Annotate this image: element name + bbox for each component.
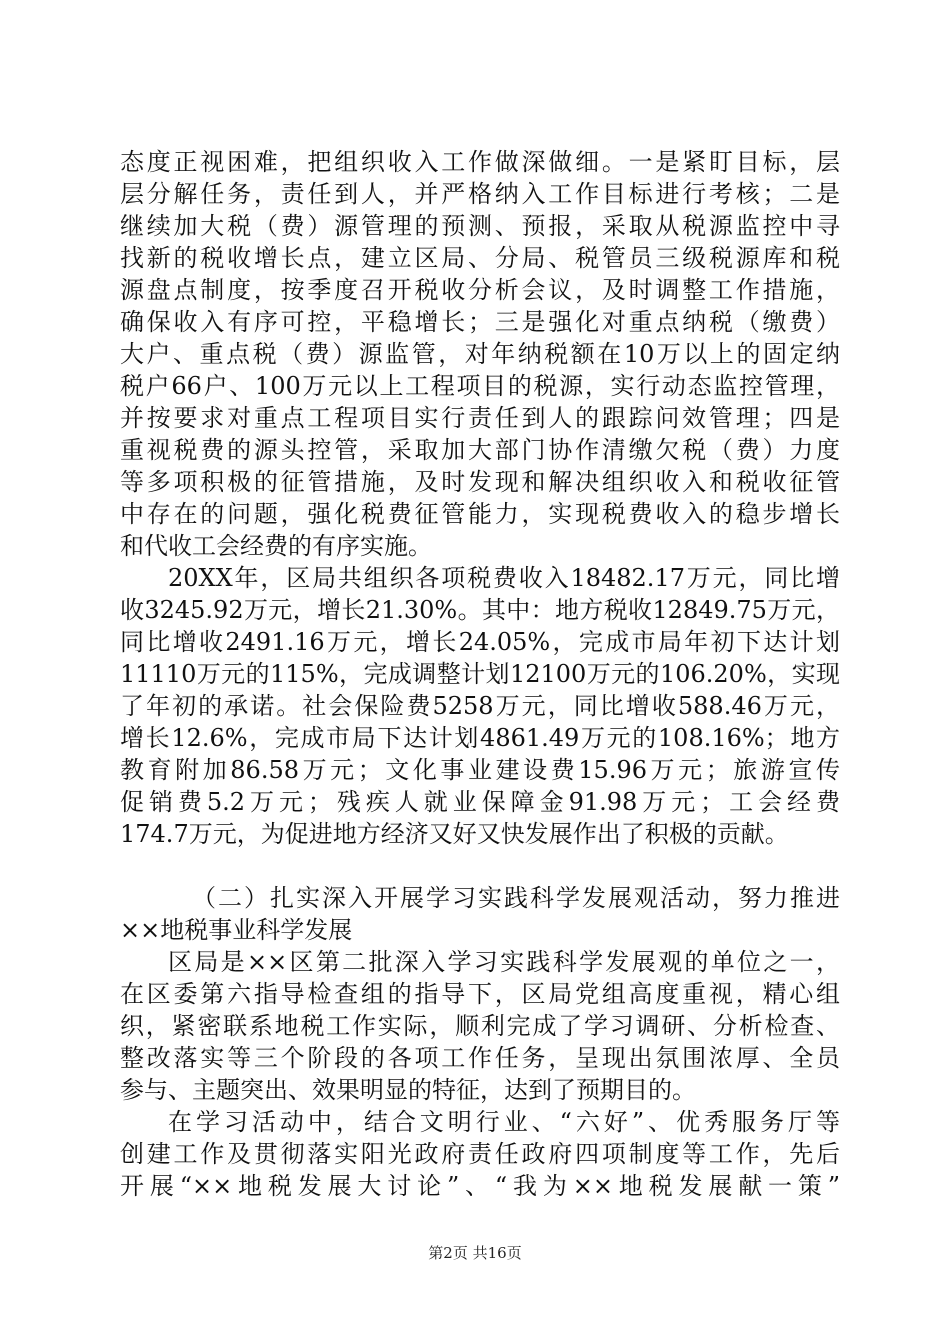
text-line: 增长12.6%，完成市局下达计划4861.49万元的108.16%；地方 <box>120 724 840 752</box>
text-line: 创建工作及贯彻落实阳光政府责任政府四项制度等工作，先后 <box>120 1140 840 1168</box>
text-line: 教育附加86.58万元；文化事业建设费15.96万元；旅游宣传 <box>120 756 840 784</box>
text-line: 整改落实等三个阶段的各项工作任务，呈现出氛围浓厚、全员 <box>120 1044 840 1072</box>
text-line: 参与、主题突出、效果明显的特征，达到了预期目的。 <box>120 1076 696 1104</box>
text-line: 继续加大税（费）源管理的预测、预报，采取从税源监控中寻 <box>120 212 840 240</box>
text-line: 和代收工会经费的有序实施。 <box>120 532 432 560</box>
text-line: 收3245.92万元，增长21.30%。其中：地方税收12849.75万元， <box>120 596 840 624</box>
text-line: 在学习活动中，结合文明行业、“六好”、优秀服务厅等 <box>168 1108 840 1136</box>
text-line: 11110万元的115%，完成调整计划12100万元的106.20%，实现 <box>120 660 840 688</box>
paragraph-gap <box>120 850 840 882</box>
text-line: 区局是××区第二批深入学习实践科学发展观的单位之一， <box>168 948 840 976</box>
page-number: 第2页 共16页 <box>428 1244 522 1262</box>
text-line: 等多项积极的征管措施，及时发现和解决组织收入和税收征管 <box>120 468 840 496</box>
section-heading: （二）扎实深入开展学习实践科学发展观活动，努力推进 <box>192 884 840 912</box>
text-line: 并按要求对重点工程项目实行责任到人的跟踪问效管理；四是 <box>120 404 840 432</box>
text-line: 找新的税收增长点，建立区局、分局、税管员三级税源库和税 <box>120 244 840 272</box>
text-line: 中存在的问题，强化税费征管能力，实现税费收入的稳步增长 <box>120 500 840 528</box>
document-body <box>120 146 840 1202</box>
text-line: 同比增收2491.16万元，增长24.05%，完成市局年初下达计划 <box>120 628 840 656</box>
text-line: 源盘点制度，按季度召开税收分析会议，及时调整工作措施， <box>120 276 840 304</box>
text-line: 20XX年，区局共组织各项税费收入18482.17万元，同比增 <box>168 564 840 592</box>
text-line: 开展“××地税发展大讨论”、“我为××地税发展献一策” <box>120 1172 840 1200</box>
text-line: 促销费5.2万元；残疾人就业保障金91.98万元；工会经费 <box>120 788 840 816</box>
text-line: 在区委第六指导检查组的指导下，区局党组高度重视，精心组 <box>120 980 840 1008</box>
text-line: 税户66户、100万元以上工程项目的税源，实行动态监控管理， <box>120 372 840 400</box>
text-line: 确保收入有序可控，平稳增长；三是强化对重点纳税（缴费） <box>120 308 840 336</box>
text-line: 174.7万元，为促进地方经济又好又快发展作出了积极的贡献。 <box>120 820 789 848</box>
text-line: 织，紧密联系地税工作实际，顺利完成了学习调研、分析检查、 <box>120 1012 840 1040</box>
section-heading: ××地税事业科学发展 <box>120 916 353 944</box>
text-line: 层分解任务，责任到人，并严格纳入工作目标进行考核；二是 <box>120 180 840 208</box>
text-line: 重视税费的源头控管，采取加大部门协作清缴欠税（费）力度 <box>120 436 840 464</box>
text-line: 态度正视困难，把组织收入工作做深做细。一是紧盯目标，层 <box>120 148 840 176</box>
text-line: 了年初的承诺。社会保险费5258万元，同比增收588.46万元， <box>120 692 840 720</box>
text-line: 大户、重点税（费）源监管，对年纳税额在10万以上的固定纳 <box>120 340 840 368</box>
